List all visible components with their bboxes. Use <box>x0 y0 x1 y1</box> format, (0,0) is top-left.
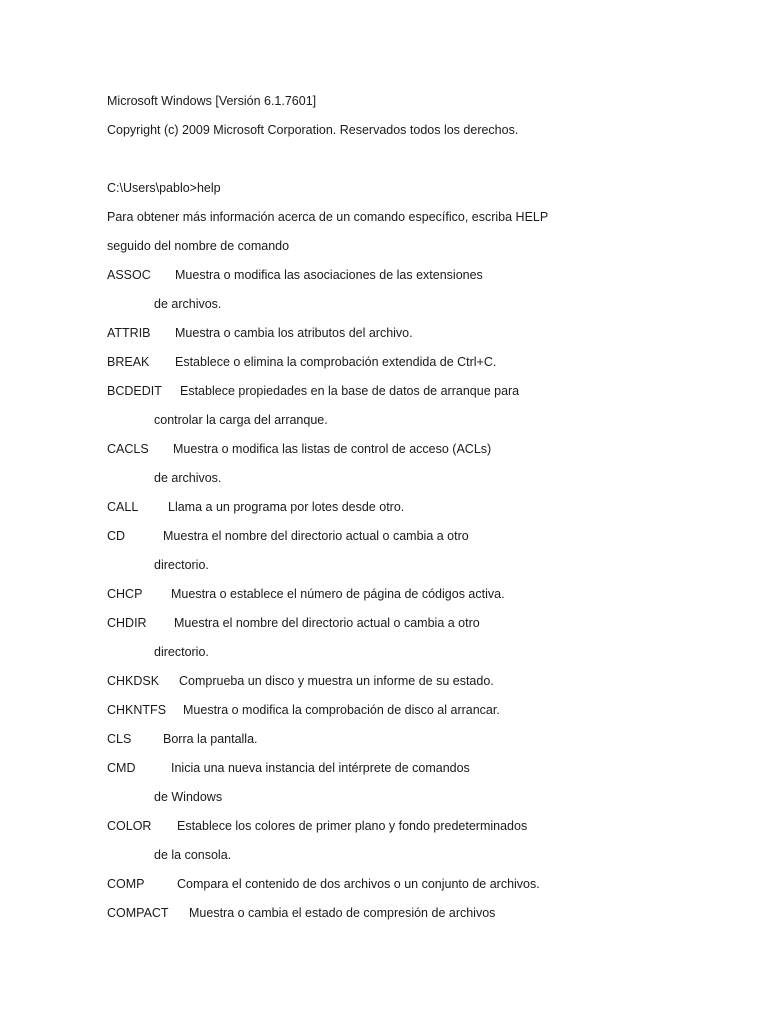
command-description: Establece los colores de primer plano y fondo predeterminados <box>177 819 528 833</box>
command-description-continuation: de Windows <box>154 790 223 804</box>
command-description: Inicia una nueva instancia del intérprete de comandos <box>171 761 470 775</box>
command-row <box>107 816 727 845</box>
command-name: CLS <box>107 732 132 746</box>
command-description-continuation: directorio. <box>154 645 209 659</box>
command-row <box>107 874 727 903</box>
command-description: Borra la pantalla. <box>163 732 258 746</box>
command-list <box>107 265 727 932</box>
command-name: BREAK <box>107 355 150 369</box>
prompt-line: C:\Users\pablo>help <box>107 181 221 195</box>
command-description-continuation: de archivos. <box>154 471 222 485</box>
command-name: CHKNTFS <box>107 703 167 717</box>
command-description-continuation: controlar la carga del arranque. <box>154 413 328 427</box>
command-description-continuation: directorio. <box>154 558 209 572</box>
command-description-continuation: de la consola. <box>154 848 232 862</box>
command-description: Llama a un programa por lotes desde otro. <box>168 500 405 514</box>
command-description: Muestra o cambia el estado de compresión de archivos <box>189 906 496 920</box>
command-description: Muestra o cambia los atributos del archivo. <box>175 326 413 340</box>
command-name: CHCP <box>107 587 143 601</box>
command-name: CHDIR <box>107 616 147 630</box>
command-row <box>107 729 727 758</box>
command-description: Comprueba un disco y muestra un informe de su estado. <box>179 674 494 688</box>
command-name: ATTRIB <box>107 326 151 340</box>
command-description: Establece propiedades en la base de datos de arranque para <box>180 384 520 398</box>
command-name: COMP <box>107 877 145 891</box>
command-description: Muestra el nombre del directorio actual o cambia a otro <box>163 529 469 543</box>
command-description: Muestra o modifica la comprobación de disco al arrancar. <box>183 703 500 717</box>
command-description-continuation: de archivos. <box>154 297 222 311</box>
version-line: Microsoft Windows [Versión 6.1.7601] <box>107 94 317 108</box>
command-name: CALL <box>107 500 139 514</box>
command-row <box>107 352 727 381</box>
intro-line-2: seguido del nombre de comando <box>107 239 290 253</box>
command-name: CMD <box>107 761 136 775</box>
command-row <box>107 671 727 700</box>
command-row <box>107 584 727 613</box>
command-row <box>107 903 727 932</box>
command-row <box>107 323 727 352</box>
command-row <box>107 497 727 526</box>
command-description: Muestra el nombre del directorio actual o cambia a otro <box>174 616 480 630</box>
command-row <box>107 265 727 294</box>
command-name: CACLS <box>107 442 149 456</box>
command-description: Muestra o establece el número de página de códigos activa. <box>171 587 505 601</box>
command-row <box>107 381 727 410</box>
command-row <box>107 758 727 787</box>
command-name: COLOR <box>107 819 152 833</box>
command-name: CD <box>107 529 126 543</box>
blank-line <box>107 149 727 178</box>
command-description: Establece o elimina la comprobación extendida de Ctrl+C. <box>175 355 497 369</box>
command-row <box>107 700 727 729</box>
command-description: Compara el contenido de dos archivos o un conjunto de archivos. <box>177 877 540 891</box>
command-name: ASSOC <box>107 268 151 282</box>
command-description: Muestra o modifica las asociaciones de las extensiones <box>175 268 483 282</box>
intro-line-1: Para obtener más información acerca de un comando específico, escriba HELP <box>107 210 549 224</box>
command-row <box>107 439 727 468</box>
command-name: CHKDSK <box>107 674 160 688</box>
command-name: BCDEDIT <box>107 384 162 398</box>
command-row <box>107 613 727 642</box>
command-description: Muestra o modifica las listas de control de acceso (ACLs) <box>173 442 492 456</box>
command-row <box>107 526 727 555</box>
copyright-line: Copyright (c) 2009 Microsoft Corporation. Reservados todos los derechos. <box>107 123 519 137</box>
command-name: COMPACT <box>107 906 169 920</box>
document-body <box>107 91 727 932</box>
